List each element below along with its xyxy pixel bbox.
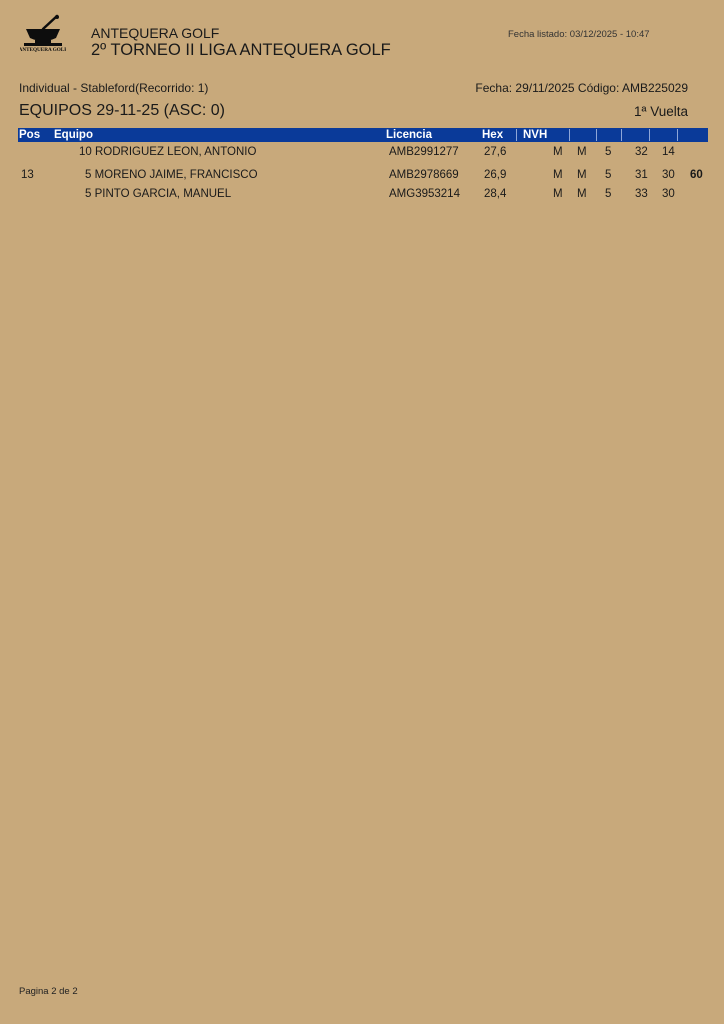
row-col5: 14	[662, 146, 675, 158]
tournament-title: 2º TORNEO II LIGA ANTEQUERA GOLF	[91, 41, 391, 59]
row-col3: 5	[605, 188, 612, 200]
row-license: AMG3953214	[389, 188, 460, 200]
header-team: Equipo	[54, 129, 93, 141]
column-divider	[621, 129, 622, 141]
row-col1: M	[553, 188, 563, 200]
logo-text: ANTEQUERA GOLF	[20, 47, 66, 53]
column-divider	[649, 129, 650, 141]
club-logo	[20, 14, 66, 60]
row-player-name: 5 PINTO GARCIA, MANUEL	[85, 188, 232, 200]
table-header	[18, 128, 708, 142]
header-hex: Hex	[482, 129, 504, 141]
row-col4: 32	[635, 146, 648, 158]
row-total: 60	[690, 169, 703, 181]
row-col2: M	[577, 169, 587, 181]
row-col3: 5	[605, 169, 612, 181]
column-divider	[569, 129, 570, 141]
modality-text: Individual - Stableford(Recorrido: 1)	[19, 81, 209, 95]
column-divider	[677, 129, 678, 141]
row-pos: 13	[21, 169, 34, 181]
header-nvh: NVH	[523, 129, 548, 141]
date-code-text: Fecha: 29/11/2025 Código: AMB225029	[475, 81, 688, 95]
row-col1: M	[553, 146, 563, 158]
row-hex: 26,9	[484, 169, 507, 181]
row-hex: 28,4	[484, 188, 507, 200]
row-col4: 33	[635, 188, 648, 200]
header-license: Licencia	[386, 129, 433, 141]
row-col3: 5	[605, 146, 612, 158]
row-col2: M	[577, 146, 587, 158]
table-row	[0, 166, 724, 184]
row-player-name: 10 RODRIGUEZ LEON, ANTONIO	[79, 146, 257, 158]
row-license: AMB2991277	[389, 146, 459, 158]
header-pos: Pos	[19, 129, 41, 141]
table-row	[0, 185, 724, 203]
row-col5: 30	[662, 188, 675, 200]
page-footer: Pagina 2 de 2	[19, 986, 78, 997]
row-col5: 30	[662, 169, 675, 181]
group-title: EQUIPOS 29-11-25 (ASC: 0)	[19, 102, 225, 119]
round-label: 1ª Vuelta	[633, 104, 688, 119]
column-divider	[516, 129, 517, 141]
row-hex: 27,6	[484, 146, 507, 158]
row-col2: M	[577, 188, 587, 200]
list-date: Fecha listado: 03/12/2025 - 10:47	[508, 29, 650, 40]
row-col4: 31	[635, 169, 648, 181]
row-col1: M	[553, 169, 563, 181]
row-player-name: 5 MORENO JAIME, FRANCISCO	[85, 169, 258, 181]
club-name: ANTEQUERA GOLF	[91, 25, 220, 41]
row-license: AMB2978669	[389, 169, 459, 181]
column-divider	[596, 129, 597, 141]
table-row	[0, 143, 724, 161]
